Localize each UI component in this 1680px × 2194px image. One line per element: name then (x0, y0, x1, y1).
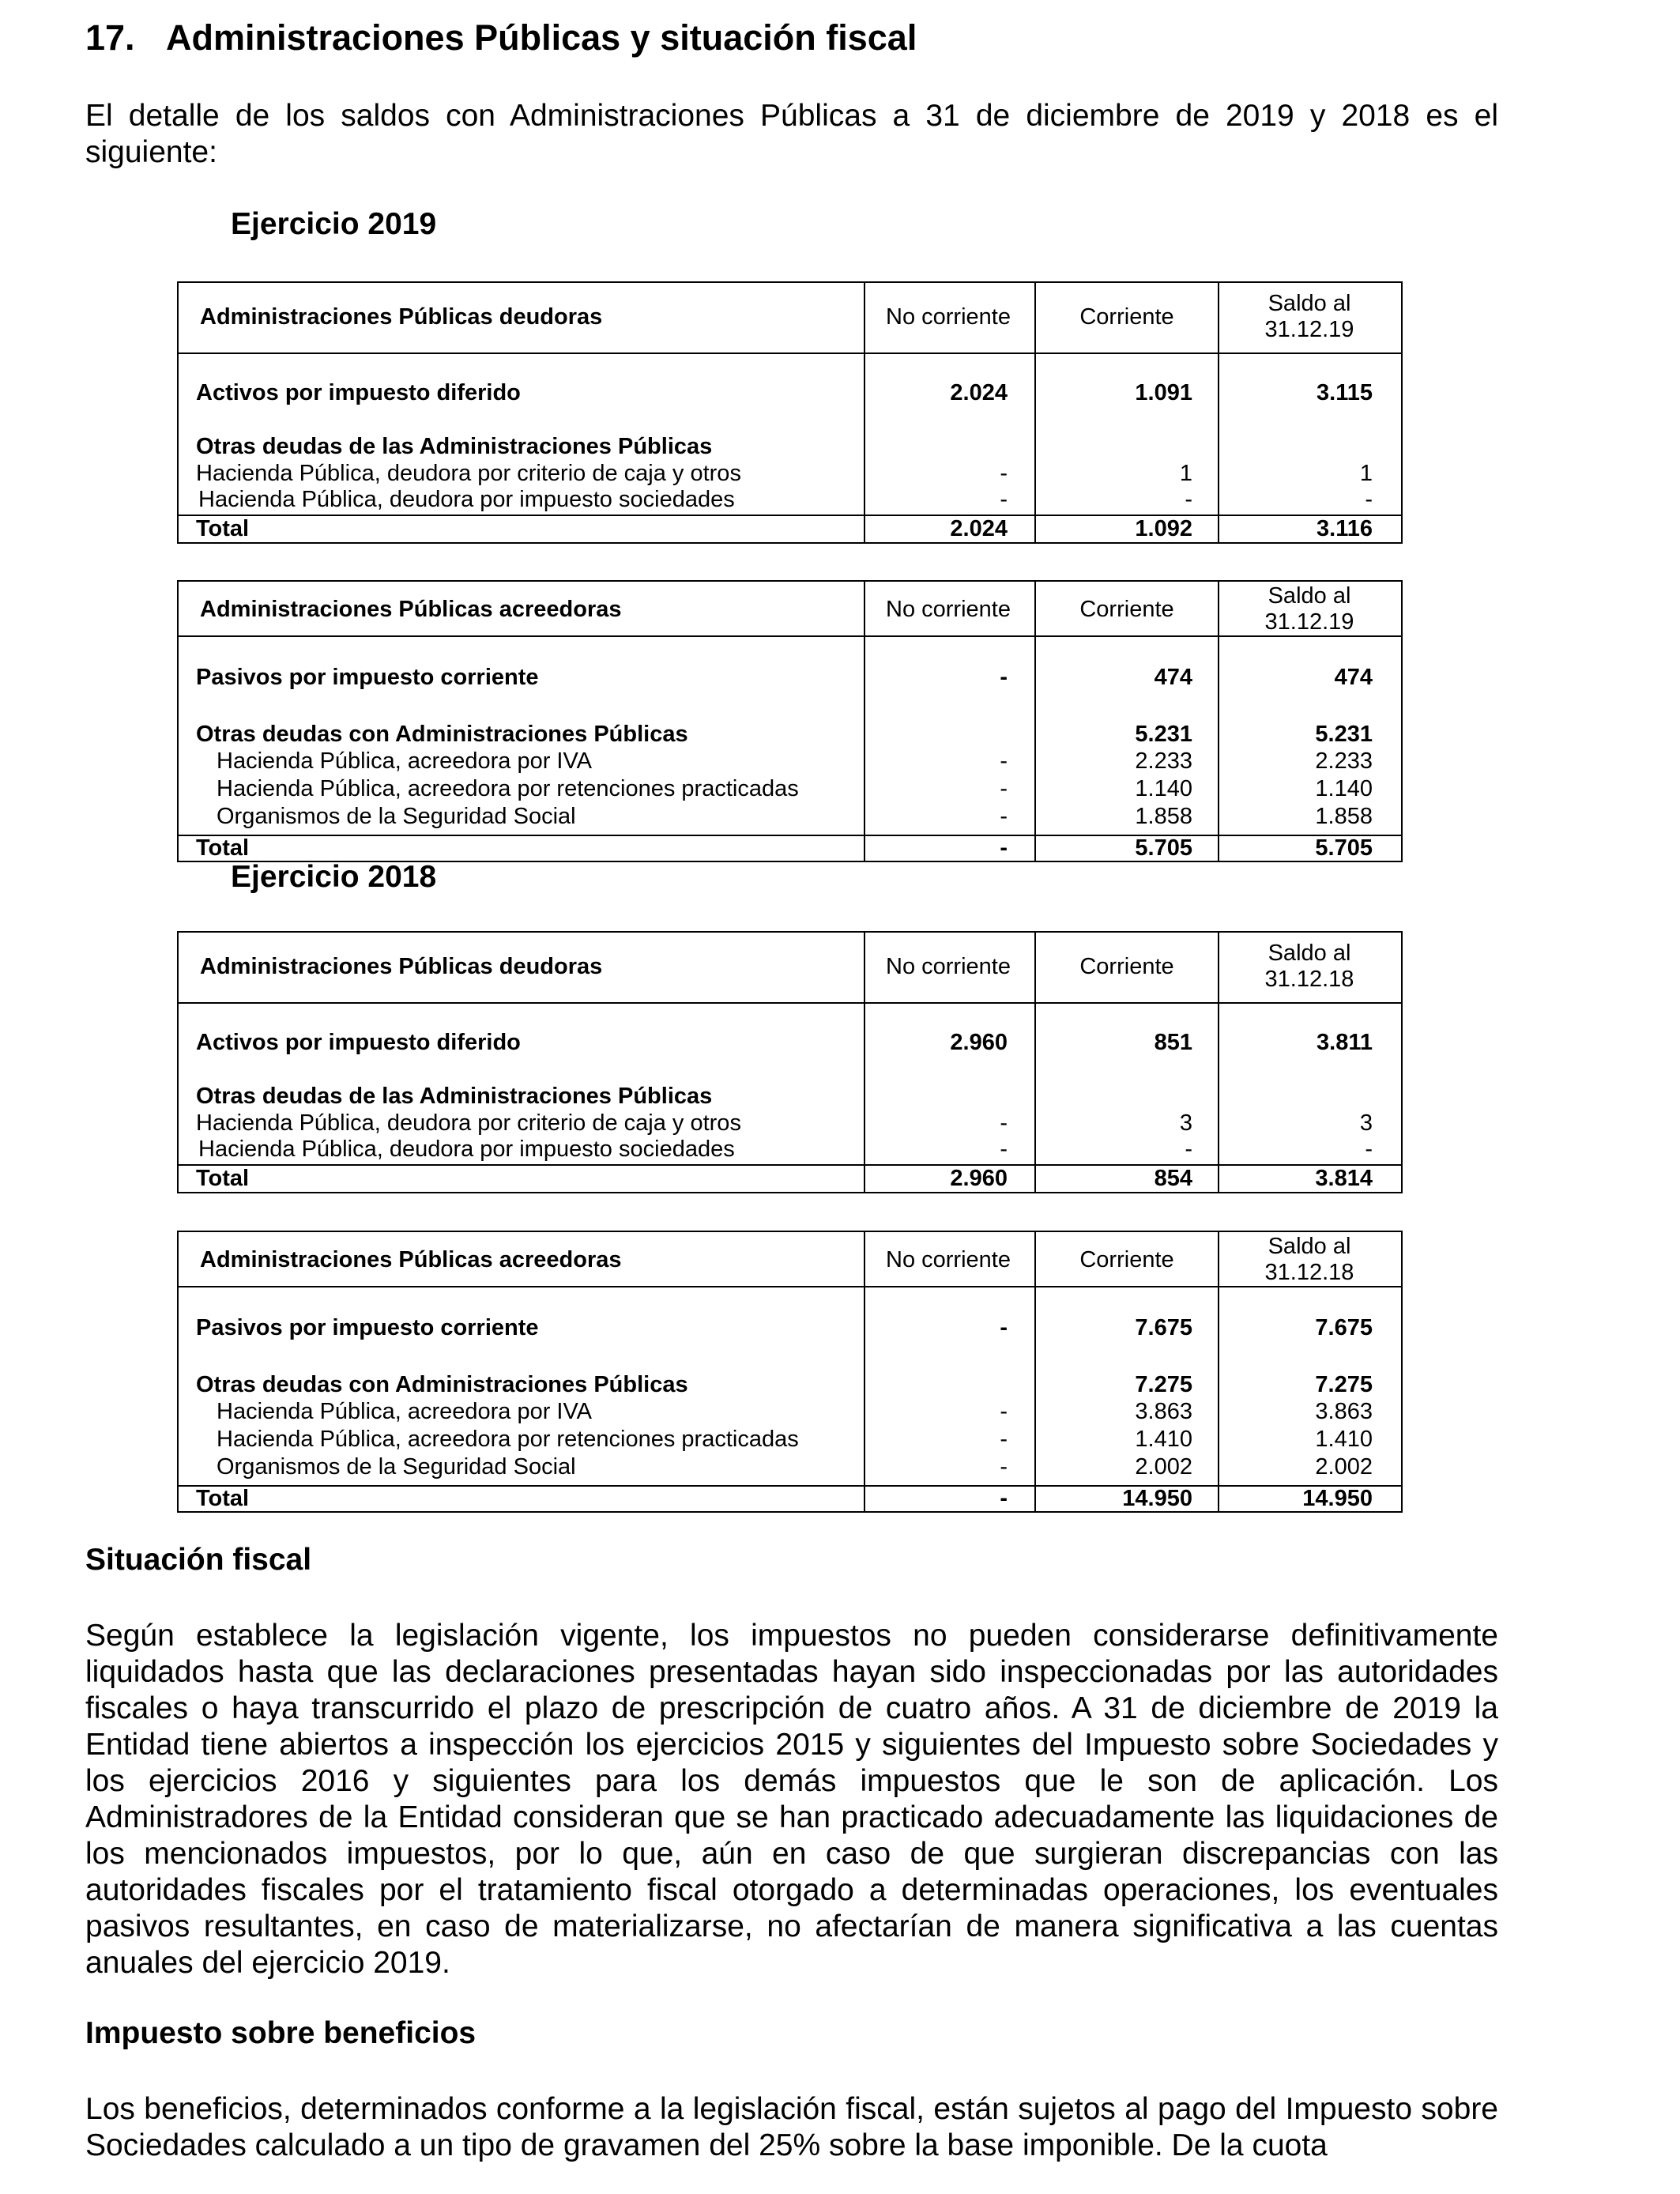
row-value: 5.231 (1315, 722, 1373, 747)
row-value: - (1000, 461, 1008, 486)
header-corriente: Corriente (1079, 597, 1174, 622)
row-value: 2.233 (1315, 748, 1373, 774)
row-label: Hacienda Pública, acreedora por retenciones practicadas (217, 1427, 799, 1452)
total-value: - (1000, 835, 1008, 861)
row-value: 1.858 (1135, 804, 1192, 829)
header-no-corriente: No corriente (886, 1247, 1011, 1272)
row-value: - (1365, 487, 1373, 512)
header-saldo-line1: Saldo al (1268, 583, 1351, 609)
row-value: 474 (1334, 665, 1373, 690)
row-value: 7.675 (1135, 1315, 1192, 1340)
row-value: 1.140 (1135, 776, 1192, 801)
row-value: 474 (1154, 665, 1192, 690)
row-label: Activos por impuesto diferido (196, 380, 521, 405)
table-2019-deudoras (177, 281, 1403, 544)
total-label: Total (196, 1166, 250, 1191)
row-value: 1.410 (1135, 1427, 1192, 1452)
row-value: - (1000, 1427, 1008, 1452)
header-saldo-line1: Saldo al (1268, 291, 1351, 316)
total-value: 5.705 (1135, 835, 1192, 861)
row-label: Organismos de la Seguridad Social (217, 1454, 576, 1480)
row-value: - (1000, 665, 1008, 690)
row-label: Pasivos por impuesto corriente (196, 1315, 539, 1340)
row-value: - (1000, 748, 1008, 774)
row-label: Otras deudas de las Administraciones Públicas (196, 434, 713, 459)
row-value: 1.091 (1135, 380, 1192, 405)
header-label: Administraciones Públicas acreedoras (200, 597, 622, 622)
total-label: Total (196, 1486, 250, 1511)
row-value: 2.002 (1135, 1454, 1192, 1480)
header-saldo-line1: Saldo al (1268, 941, 1351, 966)
row-value: - (1000, 776, 1008, 801)
header-saldo-line2: 31.12.18 (1264, 1260, 1354, 1285)
section-title: Administraciones Públicas y situación fiscal (166, 17, 917, 58)
row-value: - (1000, 1399, 1008, 1424)
section-heading (85, 17, 917, 58)
row-value: 1 (1359, 461, 1373, 486)
row-label: Otras deudas de las Administraciones Públicas (196, 1084, 713, 1109)
total-value: 854 (1154, 1166, 1192, 1191)
row-label: Hacienda Pública, deudora por impuesto sociedades (198, 1137, 735, 1162)
impuesto-beneficios-heading: Impuesto sobre beneficios (85, 2016, 477, 2050)
header-corriente: Corriente (1079, 304, 1174, 330)
impuesto-beneficios-paragraph: Los beneficios, determinados conforme a la legislación fiscal, están sujetos al pago del Impuesto sobre Sociedades calculado a un tipo de gravamen del 25% sobre la base imponible. De la cuota (85, 2092, 1498, 2162)
table-2019-acreedoras (177, 580, 1403, 862)
ejercicio-2018-title: Ejercicio 2018 (231, 860, 437, 894)
row-value: - (1000, 1315, 1008, 1340)
row-value: 2.024 (950, 380, 1008, 405)
total-value: 5.705 (1315, 835, 1373, 861)
table-2018-acreedoras (177, 1231, 1403, 1513)
total-value: 14.950 (1122, 1486, 1192, 1511)
intro-paragraph: El detalle de los saldos con Administraciones Públicas a 31 de diciembre de 2019 y 2018 es el siguiente: (85, 99, 1498, 169)
row-label: Hacienda Pública, deudora por criterio de caja y otros (196, 1110, 741, 1136)
header-label: Administraciones Públicas acreedoras (200, 1247, 622, 1272)
row-value: - (1000, 487, 1008, 512)
row-label: Hacienda Pública, acreedora por IVA (217, 748, 593, 774)
total-value: 3.814 (1315, 1166, 1373, 1191)
header-no-corriente: No corriente (886, 304, 1011, 330)
total-value: - (1000, 1486, 1008, 1511)
header-saldo-line2: 31.12.19 (1264, 609, 1354, 635)
row-value: 1.858 (1315, 804, 1373, 829)
header-label: Administraciones Públicas deudoras (200, 954, 603, 979)
row-value: - (1185, 487, 1192, 512)
row-value: 3.115 (1317, 380, 1373, 405)
row-value: 3 (1179, 1110, 1192, 1136)
row-label: Otras deudas con Administraciones Públicas (196, 1372, 688, 1397)
header-saldo-line2: 31.12.19 (1264, 317, 1354, 342)
header-no-corriente: No corriente (886, 954, 1011, 979)
row-label: Organismos de la Seguridad Social (217, 804, 576, 829)
row-value: - (1000, 1454, 1008, 1480)
row-label: Hacienda Pública, acreedora por IVA (217, 1399, 593, 1424)
situacion-fiscal-heading: Situación fiscal (85, 1543, 312, 1577)
row-value: 1.140 (1315, 776, 1373, 801)
row-value: 3 (1359, 1110, 1373, 1136)
row-value: 2.960 (950, 1030, 1008, 1055)
total-label: Total (196, 516, 250, 541)
row-label: Pasivos por impuesto corriente (196, 665, 539, 690)
row-value: 3.863 (1135, 1399, 1192, 1424)
row-value: 7.675 (1315, 1315, 1373, 1340)
table-2018-deudoras (177, 931, 1403, 1193)
row-value: 1 (1179, 461, 1192, 486)
total-value: 2.960 (950, 1166, 1008, 1191)
total-value: 2.024 (950, 516, 1008, 541)
row-value: 851 (1154, 1030, 1192, 1055)
row-value: - (1000, 1137, 1008, 1162)
header-corriente: Corriente (1079, 954, 1174, 979)
total-value: 1.092 (1135, 516, 1192, 541)
row-value: 2.002 (1315, 1454, 1373, 1480)
row-value: 2.233 (1135, 748, 1192, 774)
row-value: - (1000, 1110, 1008, 1136)
header-saldo-line1: Saldo al (1268, 1234, 1351, 1259)
row-value: 7.275 (1315, 1372, 1373, 1397)
header-corriente: Corriente (1079, 1247, 1174, 1272)
row-value: - (1365, 1137, 1373, 1162)
row-label: Activos por impuesto diferido (196, 1030, 521, 1055)
row-label: Hacienda Pública, deudora por criterio de caja y otros (196, 461, 741, 486)
row-label: Hacienda Pública, acreedora por retenciones practicadas (217, 776, 799, 801)
situacion-fiscal-paragraph: Según establece la legislación vigente, los impuestos no pueden considerarse definitivamente liquidados hasta que las declaraciones presentadas hayan sido inspeccionadas por las autoridades fiscales o haya transcurrido el plazo de prescripción de cuatro años. A 31 de diciembre de 2019 la Entidad tiene abiertos a inspección los ejercicios 2015 y siguientes del Impuesto sobre Sociedades y los ejercicios 2016 y siguientes para los demás impuestos que le son de aplicación. Los Administradores de la Entidad consideran que se han practicado adecuadamente las liquidaciones de los mencionados impuestos, por lo que, aún en caso de que surgieran discrepancias con las autoridades fiscales por el tratamiento fiscal otorgado a determinadas operaciones, los eventuales pasivos resultantes, en caso de materializarse, no afectarían de manera significativa a las cuentas anuales del ejercicio 2019. (85, 1619, 1498, 1980)
header-saldo-line2: 31.12.18 (1264, 967, 1354, 992)
row-label: Otras deudas con Administraciones Públicas (196, 722, 688, 747)
row-value: 1.410 (1315, 1427, 1373, 1452)
row-value: - (1000, 804, 1008, 829)
row-value: 7.275 (1135, 1372, 1192, 1397)
row-label: Hacienda Pública, deudora por impuesto sociedades (198, 487, 735, 512)
ejercicio-2019-title: Ejercicio 2019 (231, 207, 437, 241)
section-number: 17. (85, 17, 135, 58)
row-value: 5.231 (1135, 722, 1192, 747)
row-value: 3.811 (1317, 1030, 1373, 1055)
header-no-corriente: No corriente (886, 597, 1011, 622)
row-value: 3.863 (1315, 1399, 1373, 1424)
total-value: 3.116 (1317, 516, 1373, 541)
header-label: Administraciones Públicas deudoras (200, 304, 603, 330)
total-label: Total (196, 835, 250, 861)
total-value: 14.950 (1302, 1486, 1373, 1511)
row-value: - (1185, 1137, 1192, 1162)
